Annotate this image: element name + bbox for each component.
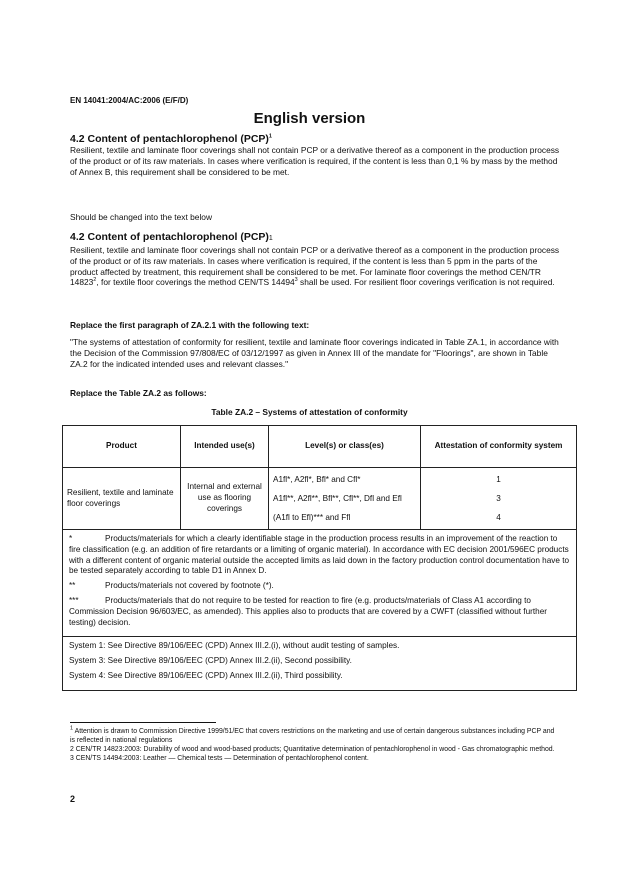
note-item: *** Products/materials that do not require to be tested for reaction to fire (e.g. products/materials of Class A1 according to Commission Decision 96/603/EC, as amended). This applies also to products that are covered by a CWFT (classified without further testing) decision. xyxy=(69,595,547,627)
system-note: System 4: See Directive 89/106/EEC (CPD) Annex III.2.(ii), Third possibility. xyxy=(69,670,343,680)
section-original xyxy=(70,133,560,177)
document-header: EN 14041:2004/AC:2006 (E/F/D) xyxy=(70,96,189,105)
replace-instruction-2: Replace the Table ZA.2 as follows: xyxy=(70,388,207,398)
footnote-2: 2 CEN/TR 14823:2003: Durability of wood and wood-based products; Quantitative determination of pentachlorophenol in wood - Gas chromatographic method. xyxy=(70,746,555,753)
replacement-quote: "The systems of attestation of conformity for resilient, textile and laminate floor coverings indicated in Table ZA.1, in accordance with the Decision of the Commission 97/808/EC of 03/12/1997 as given in Annex III of the mandate for "Floorings", are shown in Table ZA.2 for the indicated intended uses and relevant classes." xyxy=(70,337,559,369)
header-levels: Level(s) or class(es) xyxy=(269,426,421,468)
section-heading: 4.2 Content of pentachlorophenol (PCP)$^1$ xyxy=(70,133,272,145)
footnote-3: 3 CEN/TS 14494:2003: Leather — Chemical tests — Determination of pentachlorophenol content. xyxy=(70,755,369,762)
header-intended-use: Intended use(s) xyxy=(181,426,269,468)
footnotes xyxy=(70,727,560,763)
note-item: ** Products/materials not covered by footnote (*). xyxy=(69,581,274,591)
cell-levels: A1fl*, A2fl*, Bfl* and Cfl* A1fl**, A2fl**, Bfl**, Cfl**, Dfl and Efl (A1fl to Efl)*** and Ffl xyxy=(269,468,421,530)
footnote-divider xyxy=(70,722,216,723)
table-row xyxy=(63,468,577,530)
table-header-row xyxy=(63,426,577,468)
cell-intended-use: Internal and external use as flooring coverings xyxy=(181,468,269,530)
footnote-1: $^1$ Attention is drawn to Commission Directive 1999/51/EC that covers restrictions on the marketing and use of certain dangerous substances including PCP and is reflected in national regulations xyxy=(70,725,555,744)
section-text: Resilient, textile and laminate floor coverings shall not contain PCP or a derivative thereof as a component in the production process of the product or of its raw materials. In cases where verification is required, if the content is less than 0,1 % by mass by the method of Annex B, this requirement shall be considered to be met. xyxy=(70,145,560,177)
table-notes xyxy=(63,530,577,637)
table-caption: Table ZA.2 – Systems of attestation of conformity xyxy=(211,407,408,417)
replace-instruction-1: Replace the first paragraph of ZA.2.1 with the following text: xyxy=(70,320,310,330)
document-title: English version xyxy=(253,110,366,127)
system-note: System 1: See Directive 89/106/EEC (CPD) Annex III.2.(i), without audit testing of samples. xyxy=(69,641,400,651)
section-amended xyxy=(70,231,560,288)
system-note: System 3: See Directive 89/106/EEC (CPD) Annex III.2.(ii), Second possibility. xyxy=(69,656,352,666)
cell-product: Resilient, textile and laminate floor coverings xyxy=(63,468,181,530)
section-text: Resilient, textile and laminate floor coverings shall not contain PCP or a derivative thereof as a component in the production process of the product or of its raw materials. In cases where verification is required, if the content is less than 5 ppm in the parts of the product affected by treatment, this requirement shall be considered to be met. For laminate floor coverings the method CEN/TR 14823$^2$, for textile floor coverings the method CEN/TS 14494$^3$ shall be used. For resilient floor coverings verification is not required. xyxy=(70,245,560,288)
attestation-table xyxy=(62,425,577,691)
header-product: Product xyxy=(63,426,181,468)
system-notes xyxy=(63,637,577,690)
note-item: * Products/materials for which a clearly identifiable stage in the production process results in an improvement of the reaction to fire classification (e.g. an addition of fire retardants or a limiting of organic material). In accordance with EC decision 2001/596EC products with a different content of organic material outside the accepted limits as laid down in the factory production control documentation have to be tested separately according to table D1 in Annex D. xyxy=(69,534,570,576)
header-attestation: Attestation of conformity system xyxy=(421,426,577,468)
page-number: 2 xyxy=(70,794,76,804)
change-note: Should be changed into the text below xyxy=(70,212,213,222)
cell-systems: 1 3 4 xyxy=(421,468,577,530)
section-heading: 4.2 Content of pentachlorophenol (PCP)1 xyxy=(70,231,273,243)
